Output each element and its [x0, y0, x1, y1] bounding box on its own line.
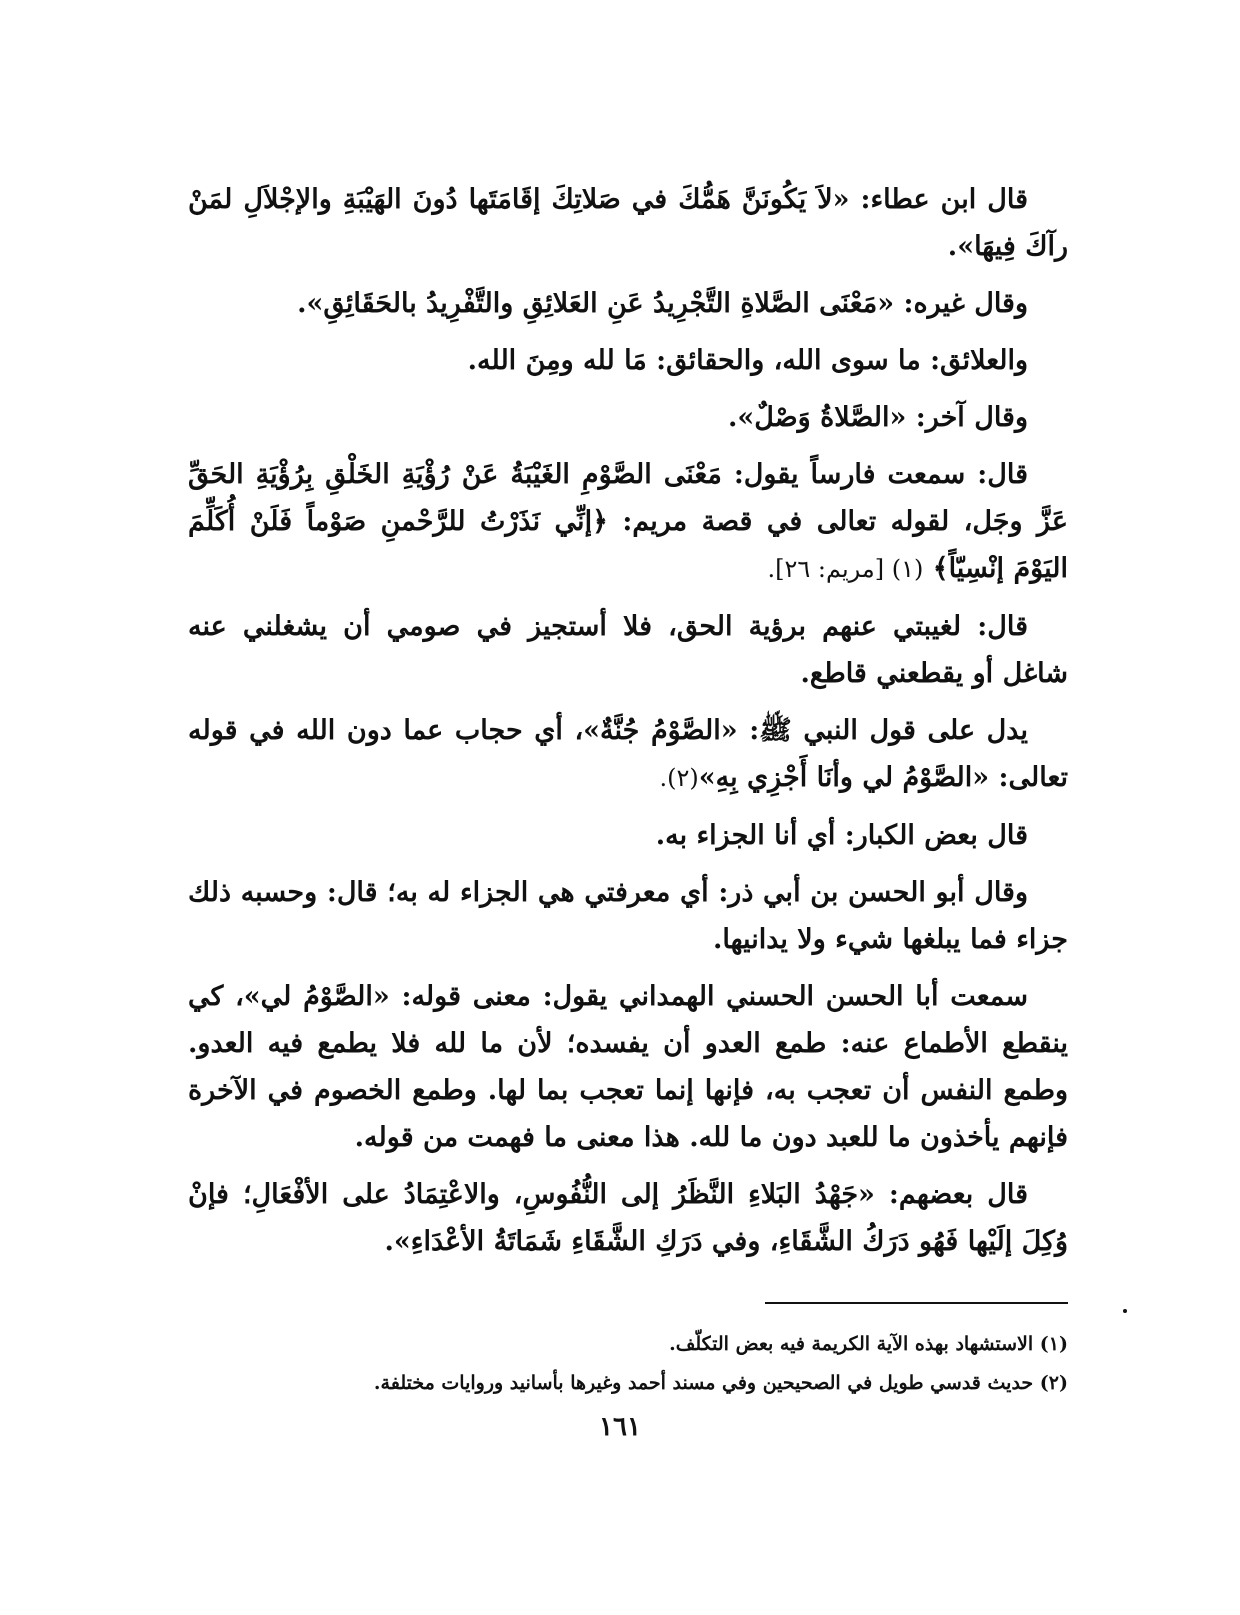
- paragraph-text: يدل على قول النبي ﷺ: «الصَّوْمُ جُنَّةٌ»، أي حجاب عما دون الله في قوله تعالى: «الصَّوْمُ لي وأنَا أَجْزِي بِهِ»: [188, 715, 1068, 793]
- paragraph: [188, 1171, 1068, 1265]
- footnote: (١) الاستشهاد بهذه الآية الكريمة فيه بعض التكلّف.: [669, 1333, 1068, 1355]
- footnotes: [188, 1328, 1068, 1406]
- paragraph-text: قال: سمعت فارساً يقول: مَعْنَى الصَّوْمِ الغَيْبَةُ عَنْ رُؤْيَةِ الخَلْقِ بِرُؤْيَةِ الحَقِّ عَزَّ وجَل، لقوله تعالى في قصة مريم: ﴿إنِّي نَذَرْتُ للرَّحْمنِ صَوْماً فَلَنْ أُكَلِّمَ اليَوْمَ إنْسِيّاً﴾: [188, 459, 1068, 584]
- footnote-reference: (١) [مريم: ٢٦].: [767, 555, 924, 583]
- paragraph: [188, 176, 1068, 270]
- footnote: (٢) حديث قدسي طويل في الصحيحين وفي مسند أحمد وغيرها بأسانيد وروايات مختلفة.: [373, 1372, 1068, 1394]
- footnote-reference: (٢).: [659, 764, 699, 792]
- paragraph: [188, 812, 1068, 859]
- paragraph: [188, 280, 1068, 327]
- paragraph-text: والعلائق: ما سوى الله، والحقائق: مَا لله ومِنَ الله.: [467, 345, 1028, 376]
- paragraph: [188, 869, 1068, 963]
- paragraph-text: سمعت أبا الحسن الحسني الهمداني يقول: معنى قوله: «الصَّوْمُ لي»، كي ينقطع الأطماع عنه: طمع العدو أن يفسده؛ لأن ما لله فلا يطمع فيه العدو. وطمع النفس أن تعجب به، فإنها إنما تعجب بما لها. وطمع الخصوم في الآخرة فإنهم يأخذون ما للعبد دون ما لله. هذا معنى ما فهمت من قوله.: [188, 981, 1068, 1153]
- footnote-divider: [765, 1302, 1068, 1304]
- paragraph-text: قال: لغيبتي عنهم برؤية الحق، فلا أستجيز في صومي أن يشغلني عنه شاغل أو يقطعني قاطع.: [188, 611, 1068, 689]
- paragraph-text: وقال غيره: «مَعْنَى الصَّلاةِ التَّجْرِيدُ عَنِ العَلائِقِ والتَّفْرِيدُ بالحَقَائِقِ».: [297, 288, 1028, 319]
- paragraph-text: قال بعضهم: «جَهْدُ البَلاءِ النَّظَرُ إلى النُّفُوسِ، والاعْتِمَادُ على الأفْعَالِ؛ فإنْ وُكِلَ إلَيْها فَهُو دَرَكُ الشَّقَاءِ، وفي دَرَكِ الشَّقَاءِ شَمَاتَةُ الأعْدَاءِ».: [188, 1179, 1068, 1257]
- paragraph-text: وقال آخر: «الصَّلاةُ وَصْلٌ».: [727, 402, 1028, 433]
- paragraph-text: قال ابن عطاء: «لاَ يَكُونَنَّ هَمُّكَ في صَلاتِكَ إقَامَتَها دُونَ الهَيْبَةِ والإجْلاَلِ لمَنْ رآكَ فِيهَا».: [188, 184, 1068, 262]
- paragraph: [188, 337, 1068, 384]
- paragraph: [188, 707, 1068, 802]
- page-number: ١٦١: [599, 1412, 641, 1442]
- paragraph: [188, 603, 1068, 697]
- paragraph: [188, 973, 1068, 1161]
- paragraph-text: وقال أبو الحسن بن أبي ذر: أي معرفتي هي الجزاء له به؛ قال: وحسبه ذلك جزاء فما يبلغها شيء ولا يدانيها.: [188, 877, 1068, 955]
- paragraph-text: قال بعض الكبار: أي أنا الجزاء به.: [655, 820, 1028, 851]
- scan-dot: [1123, 1309, 1127, 1313]
- main-text: [188, 176, 1068, 1275]
- paragraph: [188, 451, 1068, 593]
- paragraph: [188, 394, 1068, 441]
